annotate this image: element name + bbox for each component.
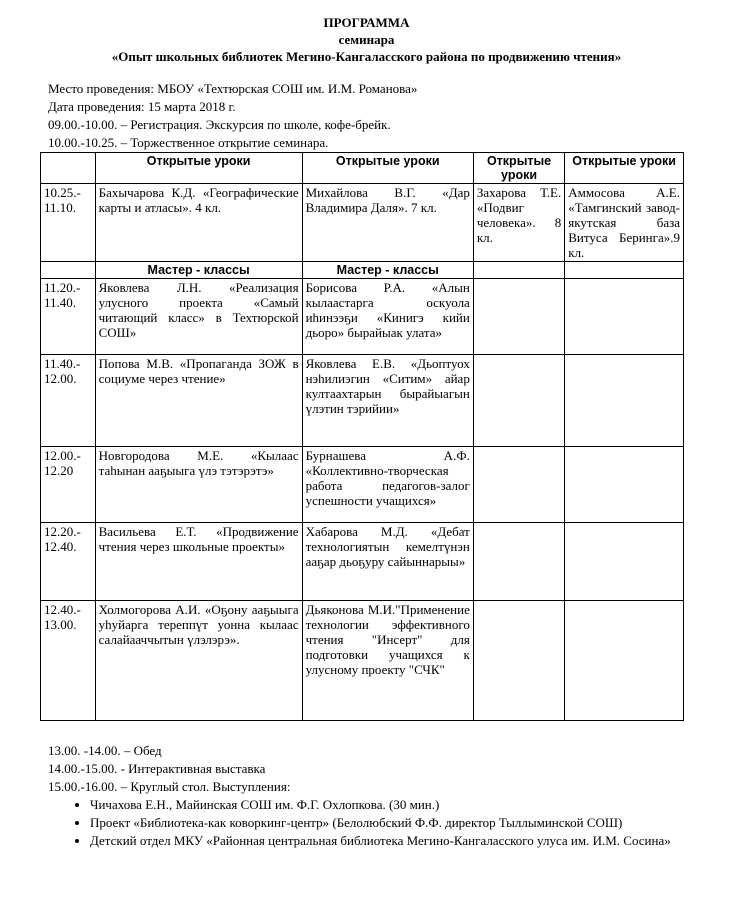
header-empty-cell <box>41 153 96 184</box>
date-line: Дата проведения: 15 марта 2018 г. <box>48 99 236 114</box>
master-class-cell: Яковлева Л.Н. «Реализация улусного проекта «Самый читающий класс» в Техтюрской СОШ» <box>95 279 302 355</box>
lesson-cell: Михайлова В.Г. «Дар Владимира Даля». 7 кл. <box>302 184 473 262</box>
empty-cell <box>473 355 564 447</box>
master-class-cell: Васильева Е.Т. «Продвижение чтения через школьные проекты» <box>95 523 302 601</box>
lesson-cell: Аммосова А.Е. «Тамгинский завод-якутская база Витуса Беринга».9 кл. <box>565 184 684 262</box>
document-header <box>0 14 733 65</box>
time-cell: 12.40.- 13.00. <box>41 601 96 721</box>
seminar-info <box>48 80 417 152</box>
master-class-row <box>41 279 684 355</box>
master-class-cell: Попова М.В. «Пропаганда ЗОЖ в социуме через чтение» <box>95 355 302 447</box>
master-class-cell: Холмогорова А.И. «Оҕону ааҕыыга уһуйарга тереппүт уонна кылаас салайааччытын үлэлэрэ». <box>95 601 302 721</box>
speaker-item: • Чичахова Е.Н., Майинская СОШ им. Ф.Г. Охлопкова. (30 мин.) <box>90 796 708 814</box>
schedule-item-round-table: 15.00.-16.00. – Круглый стол. Выступления: <box>48 779 291 794</box>
master-class-cell: Бурнашева А.Ф. «Коллективно-творческая работа педагогов-залог успешности учащихся» <box>302 447 473 523</box>
open-lessons-header-row <box>41 153 684 184</box>
lesson-cell: Бахычарова К.Д. «Географические карты и атласы». 4 кл. <box>95 184 302 262</box>
header-empty-cell <box>565 262 684 279</box>
master-class-row <box>41 523 684 601</box>
master-class-row <box>41 355 684 447</box>
header-open-lessons: Открытые уроки <box>565 153 684 184</box>
header-empty-cell <box>41 262 96 279</box>
header-open-lessons: Открытые уроки <box>302 153 473 184</box>
header-open-lessons: Открытые уроки <box>95 153 302 184</box>
speakers-list <box>48 796 708 850</box>
document-title: ПРОГРАММА <box>323 15 410 30</box>
master-class-row <box>41 601 684 721</box>
time-cell: 10.25.- 11.10. <box>41 184 96 262</box>
time-cell: 12.20.- 12.40. <box>41 523 96 601</box>
document-subtitle: семинара <box>338 32 395 47</box>
seminar-theme: «Опыт школьных библиотек Мегино-Кангаласского района по продвижению чтения» <box>111 49 622 64</box>
time-cell: 12.00.- 12.20 <box>41 447 96 523</box>
master-class-cell: Борисова Р.А. «Алын кылаастарга оскуола иhинээҕи «Кинигэ кийи дьоро» бырайыак улата» <box>302 279 473 355</box>
master-class-cell: Хабарова М.Д. «Дебат технологиятын кемелтүнэн ааҕар дьоҕуру сайыннарыы» <box>302 523 473 601</box>
master-class-row <box>41 447 684 523</box>
schedule-table <box>40 152 684 721</box>
header-master-classes: Мастер - классы <box>95 262 302 279</box>
empty-cell <box>473 601 564 721</box>
master-classes-header-row <box>41 262 684 279</box>
schedule-footer <box>48 742 708 850</box>
speaker-item: • Проект «Библиотека-как коворкинг-центр» (Белолюбский Ф.Ф. директор Тыллыминской СОШ) <box>90 814 708 832</box>
empty-cell <box>565 447 684 523</box>
empty-cell <box>565 279 684 355</box>
header-open-lessons: Открытые уроки <box>473 153 564 184</box>
schedule-item-opening: 10.00.-10.25. – Торжественное открытие семинара. <box>48 135 329 150</box>
empty-cell <box>473 279 564 355</box>
time-cell: 11.40.- 12.00. <box>41 355 96 447</box>
venue-line: Место проведения: МБОУ «Техтюрская СОШ им. И.М. Романова» <box>48 81 418 96</box>
empty-cell <box>565 523 684 601</box>
schedule-item-lunch: 13.00. -14.00. – Обед <box>48 743 162 758</box>
schedule-item-registration: 09.00.-10.00. – Регистрация. Экскурсия по школе, кофе-брейк. <box>48 117 391 132</box>
empty-cell <box>473 447 564 523</box>
empty-cell <box>565 601 684 721</box>
lesson-cell: Захарова Т.Е. «Подвиг человека». 8 кл. <box>473 184 564 262</box>
master-class-cell: Яковлева Е.В. «Дьоптуох нэhилиэгин «Ситим» айар култаахтарын бырайыагын үлэтин тэрийии» <box>302 355 473 447</box>
header-empty-cell <box>473 262 564 279</box>
open-lessons-row <box>41 184 684 262</box>
empty-cell <box>565 355 684 447</box>
schedule-item-exhibition: 14.00.-15.00. - Интерактивная выставка <box>48 761 266 776</box>
master-class-cell: Дьяконова М.И."Применение технологии эффективного чтения "Инсерт" для подготовки учащихся к улусному проекту "СЧК" <box>302 601 473 721</box>
empty-cell <box>473 523 564 601</box>
header-master-classes: Мастер - классы <box>302 262 473 279</box>
time-cell: 11.20.- 11.40. <box>41 279 96 355</box>
master-class-cell: Новгородова М.Е. «Кылаас таһынан ааҕыыга үлэ тэтэрэтэ» <box>95 447 302 523</box>
speaker-item: • Детский отдел МКУ «Районная центральная библиотека Мегино-Кангаласского улуса им. И.М. Сосина» <box>90 832 708 850</box>
